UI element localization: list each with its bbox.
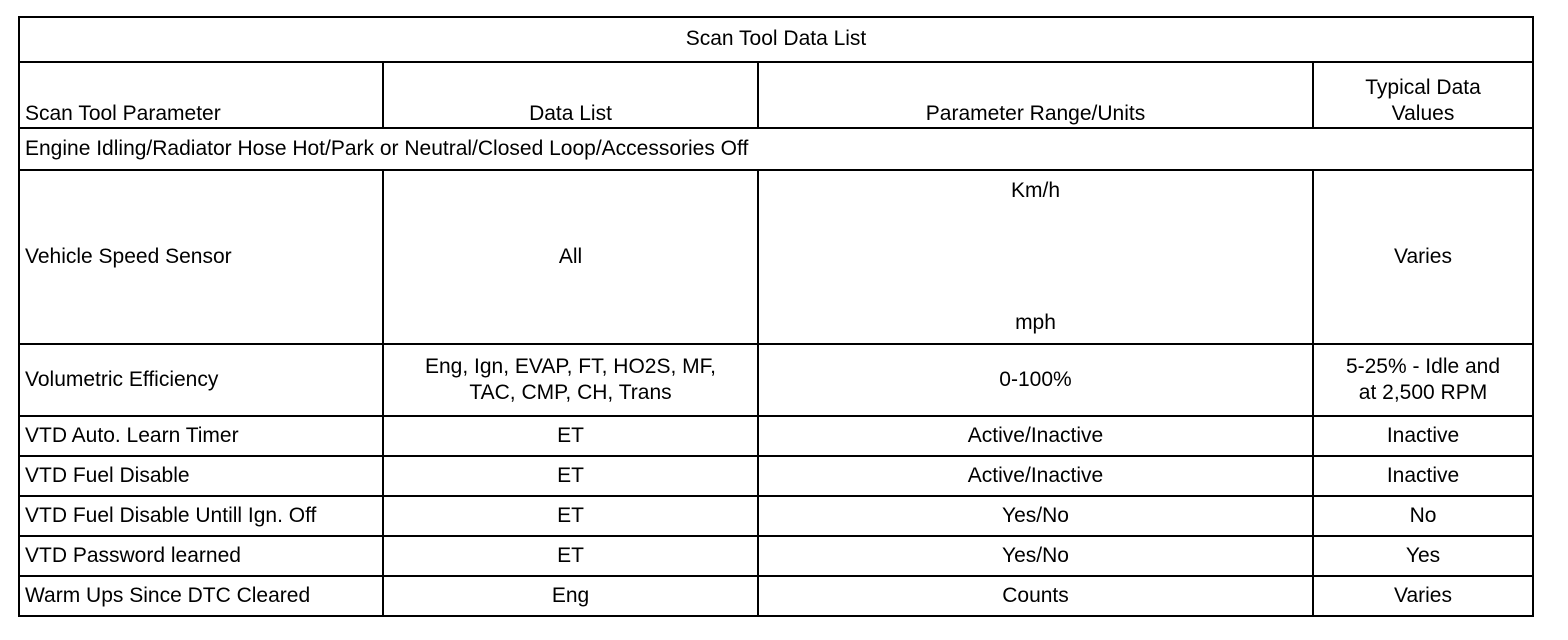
row-parameter: Volumetric Efficiency (19, 344, 383, 416)
header-typical-data-values (1313, 62, 1533, 128)
row-parameter: Vehicle Speed Sensor (19, 170, 383, 344)
section-row (19, 128, 1533, 170)
row-typical-value: Inactive (1313, 456, 1533, 496)
row-data-list: ET (383, 416, 758, 456)
row-data-list: ET (383, 456, 758, 496)
section-heading: Engine Idling/Radiator Hose Hot/Park or Neutral/Closed Loop/Accessories Off (19, 128, 1533, 170)
header-typical-line2: Values (1391, 101, 1455, 125)
table-header-row (19, 62, 1533, 128)
table-row (19, 344, 1533, 416)
row-range-units: Active/Inactive (758, 456, 1313, 496)
table-row (19, 496, 1533, 536)
table-title: Scan Tool Data List (19, 17, 1533, 62)
row-parameter: VTD Auto. Learn Timer (19, 416, 383, 456)
header-typical-line1: Typical Data (1365, 75, 1481, 99)
row-range-units: Yes/No (758, 536, 1313, 576)
range-units-bottom: mph (1015, 310, 1056, 334)
row-range-units (758, 170, 1313, 344)
row-data-list: Eng (383, 576, 758, 616)
header-parameter-range-units: Parameter Range/Units (758, 62, 1313, 128)
row-parameter: Warm Ups Since DTC Cleared (19, 576, 383, 616)
row-data-list: ET (383, 496, 758, 536)
header-scan-tool-parameter: Scan Tool Parameter (19, 62, 383, 128)
row-data-list (383, 344, 758, 416)
data-list-line2: TAC, CMP, CH, Trans (469, 381, 672, 404)
row-parameter: VTD Fuel Disable (19, 456, 383, 496)
table-row (19, 536, 1533, 576)
row-range-units: Counts (758, 576, 1313, 616)
table-row (19, 456, 1533, 496)
row-data-list: All (383, 170, 758, 344)
table-title-row (19, 17, 1533, 62)
row-parameter: VTD Password learned (19, 536, 383, 576)
table-row (19, 576, 1533, 616)
row-typical-value (1313, 344, 1533, 416)
row-typical-value: Varies (1313, 576, 1533, 616)
range-units-top: Km/h (1010, 179, 1060, 202)
row-range-units: Active/Inactive (758, 416, 1313, 456)
row-typical-value: No (1313, 496, 1533, 536)
table-row (19, 416, 1533, 456)
header-data-list: Data List (383, 62, 758, 128)
row-range-units: 0-100% (758, 344, 1313, 416)
row-range-units: Yes/No (758, 496, 1313, 536)
row-typical-value: Varies (1313, 170, 1533, 344)
scan-tool-data-table (18, 16, 1534, 617)
data-list-line1: Eng, Ign, EVAP, FT, HO2S, MF, (424, 354, 716, 378)
typical-line2: at 2,500 RPM (1358, 381, 1488, 404)
row-typical-value: Inactive (1313, 416, 1533, 456)
row-data-list: ET (383, 536, 758, 576)
row-parameter: VTD Fuel Disable Untill Ign. Off (19, 496, 383, 536)
table-row (19, 170, 1533, 344)
typical-line1: 5-25% - Idle and (1345, 354, 1501, 378)
row-typical-value: Yes (1313, 536, 1533, 576)
